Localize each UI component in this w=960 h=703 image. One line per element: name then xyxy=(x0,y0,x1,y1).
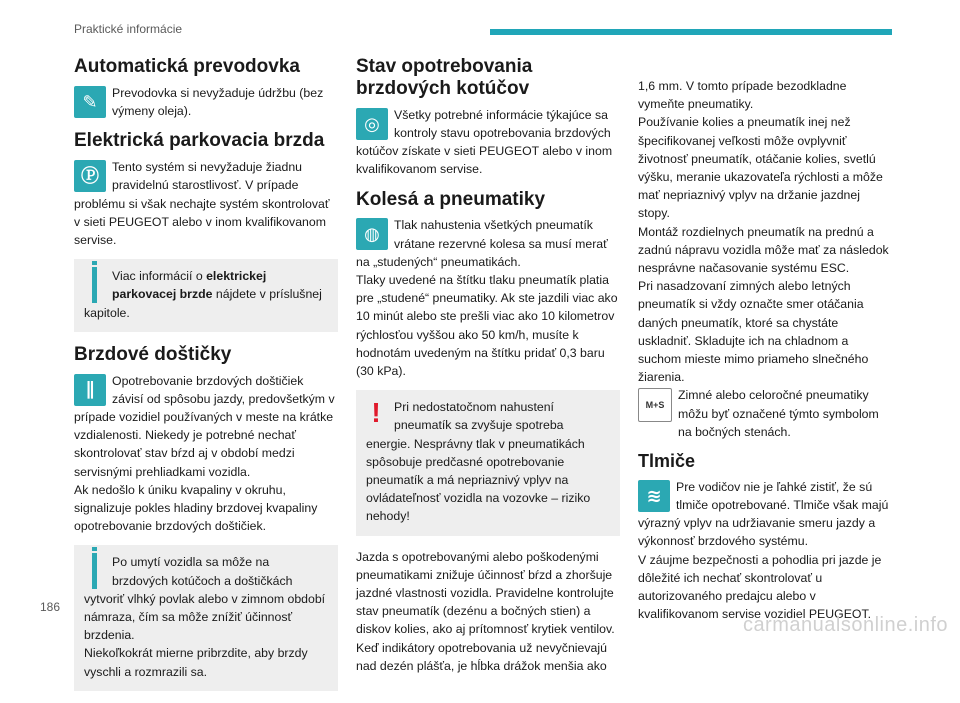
tyres-text-1: 1,6 mm. V tomto prípade bezodkladne vymeňte pneumatiky. xyxy=(638,79,847,112)
note-text xyxy=(84,267,328,322)
watermark: carmanualsonline.info xyxy=(742,614,948,636)
tyre-pressure-warning xyxy=(356,390,620,535)
ms-snowflake-icon xyxy=(638,388,672,422)
parking-brake-text: Tento systém si nevyžaduje žiadnu pravidelnú starostlivosť. V prípade problému si však nechajte systém skontrolovať v sieti PEUGEOT alebo v inom kvalifikovanom servise. xyxy=(74,160,330,247)
warning-text: Pri nedostatočnom nahustení pneumatík sa zvyšuje spotreba energie. Nesprávny tlak v pneumatikách spôsobuje predčasné opotrebovanie pneumatík a má nepriaznivý vplyv na ovládateľnosť vozidla na vozovke – riziko nehody! xyxy=(366,400,591,524)
running-header: Praktické informácie xyxy=(74,22,183,36)
warning-icon: ! xyxy=(371,397,381,429)
wheels-text-3: Jazda s opotrebovanými alebo poškodenými pneumatikami znižuje účinnosť bŕzd a zhoršuje jazdné vlastnosti vozidla. Pravidelne kontrolujte stav pneumatík (dezénu a bočných stien) a diskov kolies, ako aj prítomnosť krytiek ventilov. xyxy=(356,549,615,637)
wheels-text-2: Tlaky uvedené na štítku tlaku pneumatík platia pre „studené“ pneumatiky. Ak ste jazdili viac ako 10 minút alebo ste prešli viac ako 10 kilometrov rýchlosťou vyššou ako 50 km/h, musíte k hodnotám uvedeným na štítku pridať 0,3 baru (30 kPa). xyxy=(356,272,618,378)
note-text-a: Viac informácií o xyxy=(112,269,207,284)
info-icon xyxy=(84,553,104,589)
brake-pads-section xyxy=(74,344,338,691)
note-text-1: Po umytí vozidla sa môže na brzdových kotúčoch a doštičkách vytvoriť vlhký povlak alebo v zimnom období námraza, čím sa môže znížiť účinnosť brzdenia. xyxy=(84,555,326,643)
note-text-2: Niekoľkokrát mierne pribrzdite, aby brzdy vyschli a rozmrazili sa. xyxy=(84,646,308,679)
brake-pads-info-note xyxy=(74,545,338,690)
brake-pads-text-2: Ak nedošlo k úniku kvapaliny v okruhu, signalizuje pokles hladiny brzdovej kvapaliny opotrebovanie brzdových doštičiek. xyxy=(74,482,318,534)
gearbox-title: Automatická prevodovka xyxy=(74,56,300,77)
wheels-title: Kolesá a pneumatiky xyxy=(356,188,546,210)
shock-absorber-icon: ≋ xyxy=(638,480,670,512)
winter-tyres-block xyxy=(638,386,894,441)
brake-disc-icon: ◎ xyxy=(356,108,388,140)
ms-icon-label: M+S xyxy=(645,400,665,411)
wrench-gear-icon: ✎ xyxy=(74,86,106,118)
column-3 xyxy=(638,77,894,633)
wheels-section xyxy=(356,189,620,676)
brake-pads-text-1: Opotrebovanie brzdových doštičiek závisí od spôsobu jazdy, predovšetkým v prípade vozidiel používaných v meste na krátke vzdialenosti. Niekedy je potrebné nechať skontrolovať stav bŕzd aj v období medzi servisnými prehliadkami vozidla. xyxy=(74,373,335,479)
parking-brake-icon: Ⓟ xyxy=(74,160,106,192)
parking-brake-section xyxy=(74,130,338,331)
parking-brake-title: Elektrická parkovacia brzda xyxy=(74,130,325,152)
column-1 xyxy=(74,52,338,703)
gearbox-section xyxy=(74,56,338,120)
tyre-icon: ◍ xyxy=(356,218,388,250)
shocks-text-1: Pre vodičov nie je ľahké zistiť, že sú tlmiče opotrebované. Tlmiče však majú výrazný vplyv na udržiavanie smeru jazdy a výkonnosť brzdového systému. xyxy=(638,479,889,549)
page-number: 186 xyxy=(40,600,61,614)
brake-pads-title: Brzdové doštičky xyxy=(74,343,232,365)
shocks-title: Tlmiče xyxy=(638,451,696,472)
tyres-text-2: Používanie kolies a pneumatík inej než špecifikovanej veľkosti môže ovplyvniť životnosť pneumatík, otáčanie kolies, svetlú výšku, meranie ukazovateľa rýchlosti a môže mať nepriaznivý vplyv na držanie jazdnej stopy. xyxy=(638,115,883,221)
shocks-section xyxy=(638,451,894,623)
note-text-b: nájdete v príslušnej kapitole. xyxy=(84,287,322,320)
winter-tyres-text: Zimné alebo celoročné pneumatiky môžu byť označené týmto symbolom na bočných stenách. xyxy=(678,388,879,439)
header-accent-bar xyxy=(490,29,892,35)
discs-text: Všetky potrebné informácie týkajúce sa kontroly stavu opotrebovania brzdových kotúčov získate v sieti PEUGEOT alebo v inom kvalifikovanom servise. xyxy=(356,107,613,177)
wheels-text-1: Tlak nahustenia všetkých pneumatík vrátane rezervné kolesa sa musí merať na „studených“ pneumatikách. xyxy=(356,218,608,269)
brake-pads-icon: ∥ xyxy=(74,374,106,406)
gearbox-text: Prevodovka si nevyžaduje údržbu (bez výmeny oleja). xyxy=(112,85,324,119)
column-2 xyxy=(356,52,620,685)
note-text-bold: elektrickej parkovacej brzde xyxy=(112,269,267,302)
discs-title: Stav opotrebovania brzdových kotúčov xyxy=(356,56,533,99)
info-icon xyxy=(84,267,104,303)
wheels-text-4: Keď indikátory opotrebovania už nevyčnievajú nad dezén plášťa, je hĺbka drážok menšia ako xyxy=(356,640,607,673)
discs-section xyxy=(356,56,620,179)
tyres-text-4: Pri nasadzovaní zimných alebo letných pneumatík si vždy označte smer otáčania daných pneumatík, ktoré sa chystáte uskladniť. Skladujte ich na chladnom a suchom mieste mimo priameho slnečného žiarenia. xyxy=(638,279,869,385)
tyres-text-3: Montáž rozdielnych pneumatík na prednú a zadnú nápravu vozidla môže mať za následok nesprávne načasovanie systému ESC. xyxy=(638,224,889,276)
shocks-text-2: V záujme bezpečnosti a pohodlia pri jazde je dôležité ich nechať skontrolovať u autorizovaného predajcu alebo v kvalifikovanom servise vozidiel PEUGEOT. xyxy=(638,552,882,622)
parking-brake-info-note xyxy=(74,259,338,332)
